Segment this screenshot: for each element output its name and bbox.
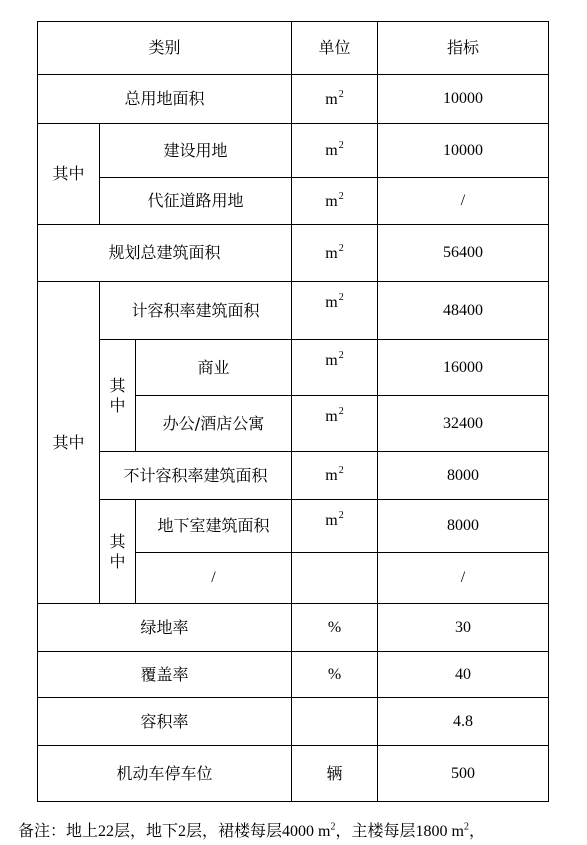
group-label-qizhong: 其中 [38, 124, 100, 225]
header-unit: 单位 [292, 22, 378, 75]
row-unit: $m^2$ [292, 225, 378, 282]
row-value: 500 [378, 746, 549, 802]
table-row [38, 500, 549, 553]
row-value: / [378, 178, 549, 225]
table-row [38, 452, 549, 500]
row-value: 4.8 [378, 698, 549, 746]
row-value: 32400 [378, 396, 549, 452]
table-row [38, 604, 549, 652]
row-unit [292, 698, 378, 746]
row-unit: $m^2$ [292, 340, 378, 396]
table-row [38, 178, 549, 225]
table-row [38, 225, 549, 282]
row-unit: $m^2$ [292, 396, 378, 452]
spec-table [37, 21, 549, 802]
row-label: 地下室建筑面积 [136, 500, 292, 553]
row-unit: $m^2$ [292, 124, 378, 178]
footnote: 备注：地上22层，地下2层，裙楼每层4000 $m^2$，主楼每层1800 $m^2$， [18, 821, 485, 840]
table-row [38, 282, 549, 340]
row-value: 40 [378, 652, 549, 698]
row-label: 不计容积率建筑面积 [100, 452, 292, 500]
subgroup-label-qizhong: 其 中 [100, 340, 136, 452]
row-unit: 辆 [292, 746, 378, 802]
row-label: 商业 [136, 340, 292, 396]
row-value: 8000 [378, 452, 549, 500]
header-row [38, 22, 549, 75]
row-label: 办公/酒店公寓 [136, 396, 292, 452]
row-value: 10000 [378, 124, 549, 178]
row-value: 10000 [378, 75, 549, 124]
row-label: 代征道路用地 [100, 178, 292, 225]
table-row [38, 652, 549, 698]
row-unit: $m^2$ [292, 500, 378, 553]
row-value: 30 [378, 604, 549, 652]
table-row [38, 75, 549, 124]
row-unit: $m^2$ [292, 452, 378, 500]
subgroup-label-qizhong: 其 中 [100, 500, 136, 604]
row-label: 绿地率 [38, 604, 292, 652]
row-label: 计容积率建筑面积 [100, 282, 292, 340]
row-label: 覆盖率 [38, 652, 292, 698]
row-unit: $m^2$ [292, 75, 378, 124]
table-row [38, 340, 549, 396]
header-category: 类别 [38, 22, 292, 75]
row-value: 8000 [378, 500, 549, 553]
row-label: 规划总建筑面积 [38, 225, 292, 282]
row-unit: % [292, 604, 378, 652]
row-value: 16000 [378, 340, 549, 396]
row-label: / [136, 553, 292, 604]
row-unit: $m^2$ [292, 178, 378, 225]
row-unit: % [292, 652, 378, 698]
row-value: / [378, 553, 549, 604]
table-row [38, 124, 549, 178]
row-value: 48400 [378, 282, 549, 340]
table-row [38, 698, 549, 746]
row-label: 建设用地 [100, 124, 292, 178]
row-label: 总用地面积 [38, 75, 292, 124]
row-label: 容积率 [38, 698, 292, 746]
table-row [38, 746, 549, 802]
row-unit [292, 553, 378, 604]
row-value: 56400 [378, 225, 549, 282]
row-label: 机动车停车位 [38, 746, 292, 802]
group-label-qizhong: 其中 [38, 282, 100, 604]
row-unit: $m^2$ [292, 282, 378, 340]
header-indicator: 指标 [378, 22, 549, 75]
